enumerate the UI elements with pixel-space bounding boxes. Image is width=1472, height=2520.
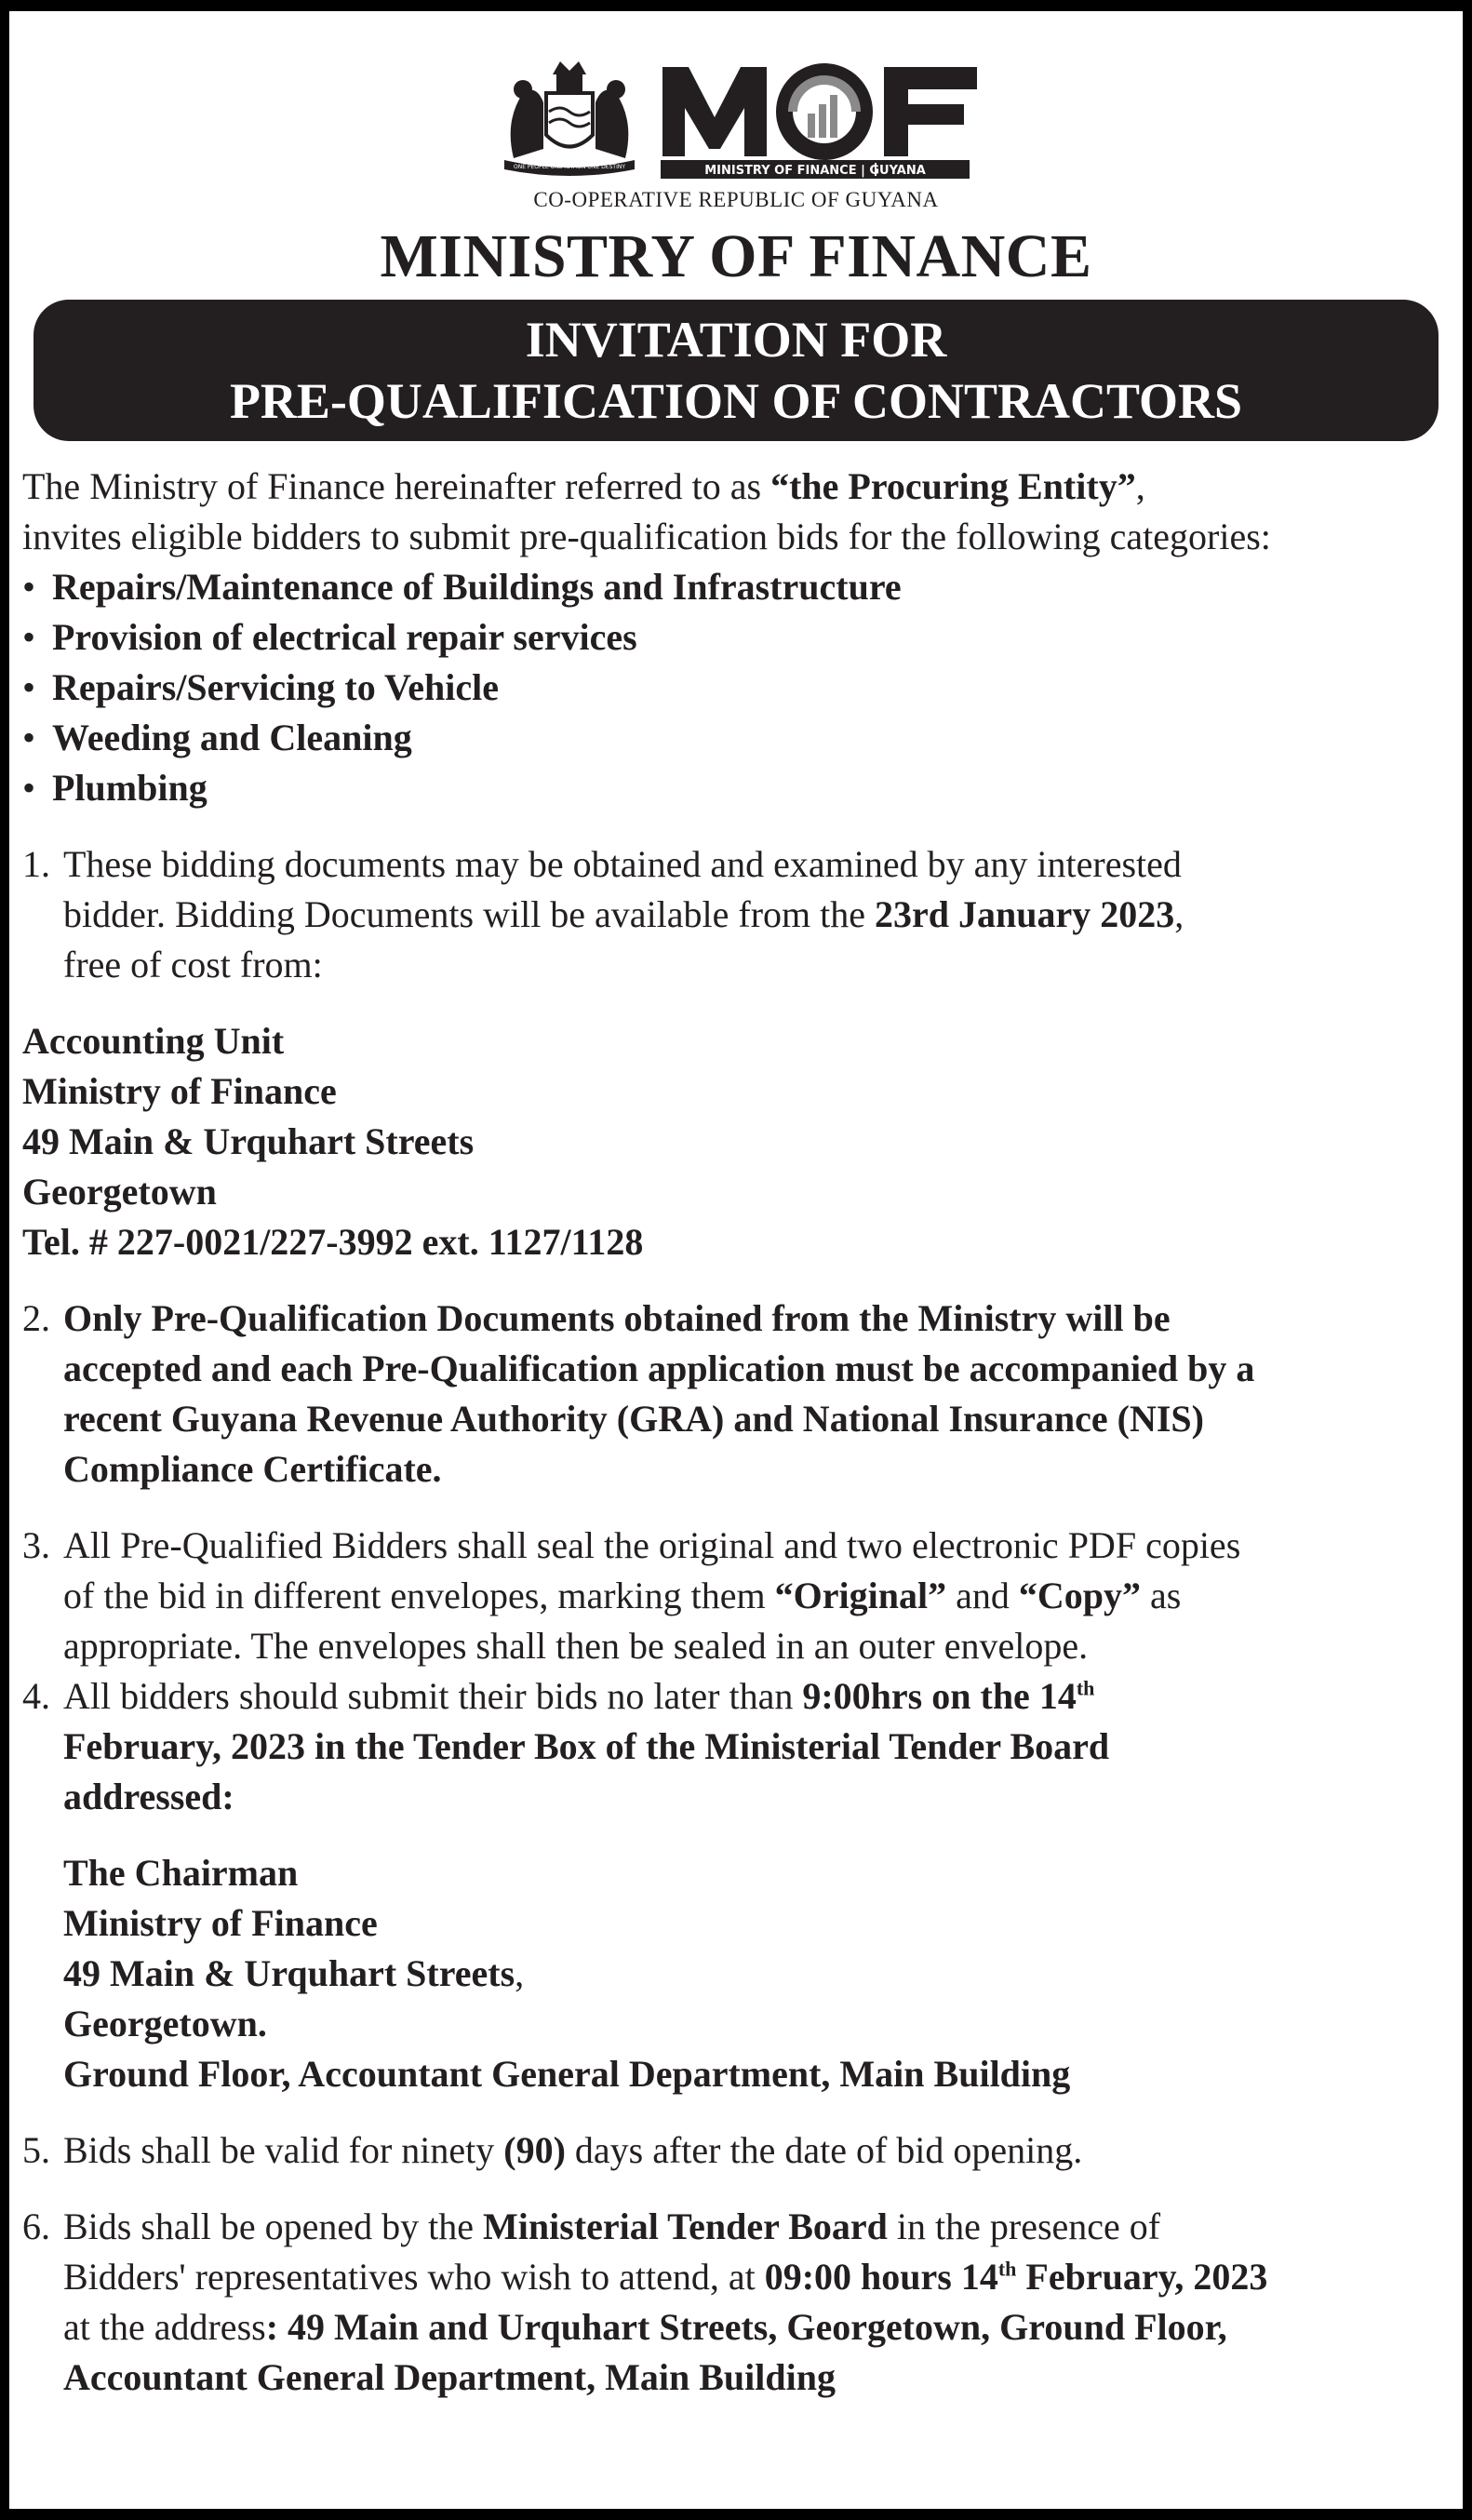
notice-body [22,462,1455,2403]
item-6: 6. Bids shall be opened by the Ministerial Tender Board in the presence of Bidders' representatives who wish to attend, at 09:00 hours 14th February, 2023 at the address: 49 Main and Urquhart Streets, Georgetown, Ground Floor, Accountant General Department, Main Building [22,2205,1268,2398]
accounting-unit-address: Accounting Unit Ministry of Finance 49 Main & Urquhart Streets Georgetown Tel. # 227-0021/227-3992 ext. 1127/1128 [22,1020,644,1263]
category-list [22,562,1455,813]
list-item: • Repairs/Maintenance of Buildings and Infrastructure [22,566,902,608]
item-1: 1. These bidding documents may be obtained and examined by any interested bidder. Bidding Documents will be available from the 23rd January 2023, free of cost from: [22,843,1184,985]
item-2: 2. Only Pre-Qualification Documents obtained from the Ministry will be accepted and each Pre-Qualification application must be accompanied by a recent Guyana Revenue Authority (GRA) and National Insurance (NIS) Compliance Certificate. [22,1297,1255,1490]
intro-line-1: The Ministry of Finance hereinafter referred to as “the Procuring Entity”, [22,465,1145,507]
intro-line-2: invites eligible bidders to submit pre-qualification bids for the following categories: [22,516,1271,557]
logo-row [9,37,1463,186]
coat-of-arms-icon [495,56,644,177]
item-3: 3. All Pre-Qualified Bidders shall seal the original and two electronic PDF copies of the bid in different envelopes, marking them “Original” and “Copy” as appropriate. The envelopes shall then be sealed in an outer envelope. [22,1524,1241,1667]
mof-logo-icon [657,52,983,182]
item-4: 4. All bidders should submit their bids no later than 9:00hrs on the 14th February, 2023 in the Tender Box of the Ministerial Tender Board addressed: [22,1675,1110,1817]
ministry-title: MINISTRY OF FINANCE [380,222,1092,290]
chairman-address: The Chairman Ministry of Finance 49 Main & Urquhart Streets, Georgetown. Ground Floor, Accountant General Department, Main Building [63,1852,1071,2095]
republic-heading: CO-OPERATIVE REPUBLIC OF GUYANA [533,188,939,211]
list-item: • Provision of electrical repair services [22,616,637,658]
svg-text:MINISTRY OF FINANCE | GUYANA: MINISTRY OF FINANCE | GUYANA [704,164,926,178]
advertisement-page [9,11,1463,2509]
item-5: 5. Bids shall be valid for ninety (90) days after the date of bid opening. [22,2129,1083,2171]
list-item: • Plumbing [22,767,207,809]
banner-line-2: PRE-QUALIFICATION OF CONTRACTORS [229,373,1243,429]
list-item: • Repairs/Servicing to Vehicle [22,666,499,708]
svg-text:ONE PEOPLE ONE NATION ONE DEST: ONE PEOPLE ONE NATION ONE DESTINY [513,164,626,170]
list-item: • Weeding and Cleaning [22,717,412,758]
banner-line-1: INVITATION FOR [525,312,947,368]
invitation-banner [33,300,1439,441]
